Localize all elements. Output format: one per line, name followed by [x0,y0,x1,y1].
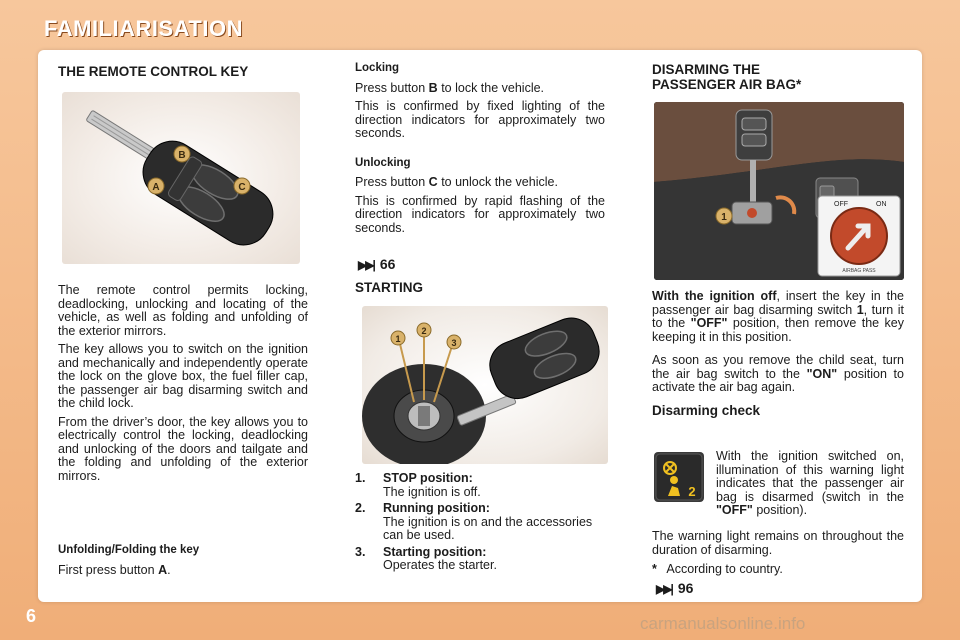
airbag-p1-c: position, then remove the key keeping it in this position. [652,316,904,344]
unfolding-block [58,544,308,577]
button-c-ref: C [428,175,438,189]
airbag-switch-illustration [654,102,904,280]
ignition-number-1: 1 [395,334,401,344]
unlocking-heading: Unlocking [355,156,411,169]
unlocking-post: to unlock the vehicle. [441,175,558,189]
switch-off-label: OFF [834,201,848,208]
list-item [355,502,605,543]
button-a-ref: A [158,562,168,577]
ignition-number-3: 3 [451,338,457,348]
fast-forward-icon: ▶▶| [656,582,672,596]
disarming-check-text [716,450,904,523]
warning-duration-text: The warning light remains on throughout the duration of disarming. [652,529,904,557]
disarming-check-paragraph [716,450,904,518]
airbag-paragraph-1 [652,290,904,344]
switch-number-label: 1 [721,212,727,223]
section-title: FAMILIARISATION [44,16,243,41]
key-label-b: B [178,150,186,161]
check-off-ref: "OFF" [716,503,753,517]
unlocking-line-2: This is confirmed by rapid flashing of the direction indicators for approximately two seconds. [355,193,605,235]
airbag-text-block [652,290,904,418]
disarming-check-heading: Disarming check [652,402,761,418]
airbag-switch-icon [654,102,904,280]
locking-line-2: This is confirmed by fixed lighting of the direction indicators for approximately two seconds. [355,99,605,140]
fast-forward-icon: ▶▶| [358,258,374,272]
left-column [58,64,308,79]
airbag-warning-icon [654,452,704,502]
key-label-a: A [152,182,160,193]
locking-pre: Press button [355,80,426,95]
airbag-p1-a: , insert the key in the passenger air bag disarming switch [652,289,905,317]
airbag-heading-line-1: DISARMING THE [652,62,760,77]
footnote-star: * [652,562,657,576]
position-description: Operates the starter. [383,558,497,572]
airbag-p2-a: As soon as you remove the child seat, turn the air bag switch to the [652,353,904,381]
middle-column [355,62,605,240]
ignition-icon [362,306,608,464]
ignition-number-2: 2 [421,326,427,336]
list-item [355,546,605,573]
page-reference-96 [656,582,693,597]
watermark: carmanualsonline.info [640,614,806,633]
off-ref: "OFF" [690,316,728,330]
ignition-illustration [362,306,608,464]
ignition-positions-list [355,472,605,573]
unfolding-text-start: First press button [58,562,155,577]
key-label-c: C [238,182,246,193]
airbag-paragraph-2 [652,354,904,395]
switch-on-label: ON [876,201,887,208]
remote-key-paragraph-3: From the driver’s door, the key allows you to electrically control the locking, deadlocking and unlocking of the doors and tailgate and the folding and unfolding of the exterior mirrors. [58,414,308,483]
switch-caption: AIRBAG PASS [842,268,876,274]
airbag-heading [652,62,912,92]
airbag-p1-b: , turn it to the [652,302,904,330]
footnote-text: According to country. [666,562,783,576]
remote-key-heading: THE REMOTE CONTROL KEY [58,64,249,79]
page-number: 6 [26,606,37,626]
position-number: 3. [355,544,366,559]
unlocking-line-1 [355,176,605,190]
locking-line-1 [355,82,605,96]
warning-light-illustration [654,452,704,502]
position-label: Starting position: [383,544,487,559]
switch-number-ref: 1 [856,302,864,317]
button-b-ref: B [428,80,438,95]
locking-heading: Locking [355,62,400,74]
unlocking-pre: Press button [355,175,426,189]
remote-key-paragraph-2: The key allows you to switch on the ignition and mechanically and independently operate the lock on the glove box, the fuel filler cap, the passenger air bag disarming switch and the child lock. [58,342,308,410]
page-reference-66 [358,258,395,273]
left-text-block [58,284,308,488]
unfolding-heading: Unfolding/Folding the key [58,544,200,556]
remote-key-illustration [62,92,300,264]
check-b: position). [756,503,808,517]
unfolding-text [58,564,308,578]
starting-heading: STARTING [355,280,423,295]
position-description: The ignition is off. [383,484,481,499]
airbag-footer-block [652,530,904,577]
on-ref: "ON" [806,366,838,381]
airbag-p2-b: position to activate the air bag again. [652,366,904,394]
positions-list-block [355,472,605,576]
unfolding-text-end: . [167,562,171,577]
ref-66-number: 66 [379,256,396,272]
position-description: The ignition is on and the accessories can be used. [383,514,593,542]
list-item [355,472,605,499]
position-label: Running position: [383,501,490,515]
airbag-heading-line-2: PASSENGER AIR BAG* [652,77,802,92]
locking-post: to lock the vehicle. [441,80,545,95]
position-label: STOP position: [383,471,473,485]
position-number: 1. [355,471,366,485]
ref-96-number: 96 [677,580,694,596]
warning-icon-number: 2 [688,484,696,499]
footnote [652,563,904,577]
position-number: 2. [355,501,366,515]
check-a: With the ignition switched on, illumination of this warning light indicates that the passenger air bag is disarmed (switch in the [716,449,904,504]
remote-key-paragraph-1: The remote control permits locking, deadlocking, unlocking and locating of the vehicle, as well as folding and unfolding of the exterior mirrors. [58,283,308,338]
ignition-off-bold: With the ignition off [652,289,777,303]
remote-key-icon [62,92,300,264]
